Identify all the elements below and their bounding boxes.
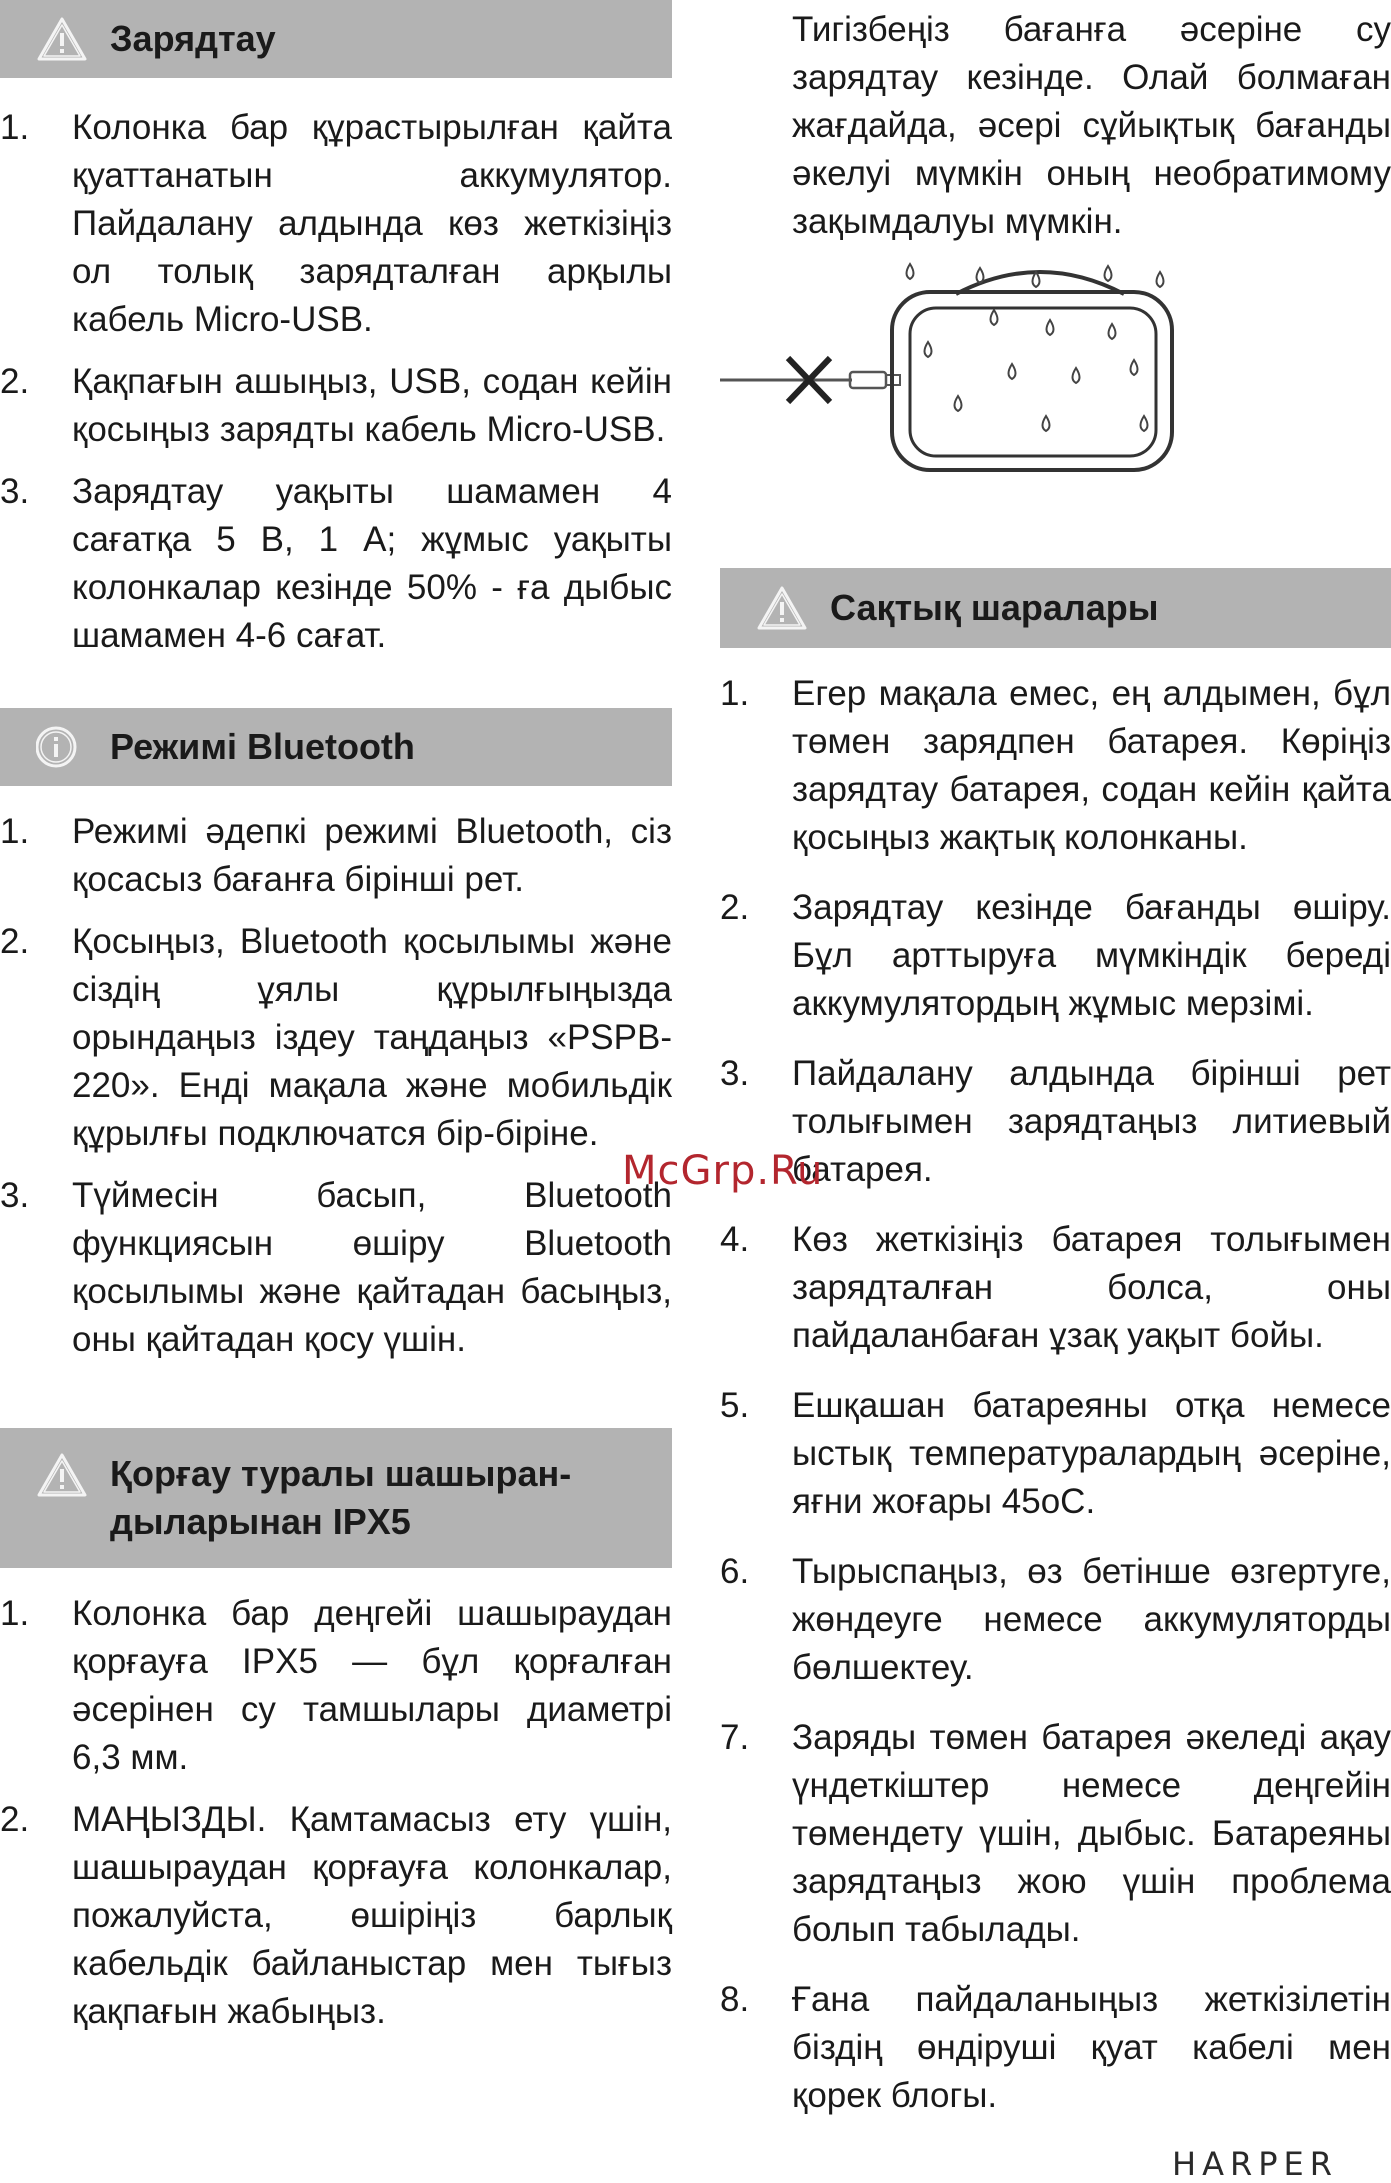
ipx5-list bbox=[0, 1590, 672, 2036]
bluetooth-header bbox=[0, 708, 672, 786]
list-item: 1. Режимі әдепкі режимі Bluetooth, сіз қосасыз бағанға бірінші рет. bbox=[0, 812, 672, 899]
list-item: 1. Колонка бар деңгейі шашыраудан қорғауға IPX5 — бұл қорғалған әсерінен су тамшылары диаметрі 6,3 мм. bbox=[0, 1594, 672, 1777]
list-item: 1. Егер мақала емес, ең алдымен, бұл төмен зарядпен батарея. Көріңіз зарядтау батарея, содан кейін қайта қосыңыз жақтық колонканы. bbox=[720, 674, 1391, 857]
speaker-water-drops-no-cable-icon bbox=[720, 254, 1391, 474]
list-item: 3. Зарядтау уақыты шамамен 4 сағатқа 5 В, 1 А; жұмыс уақыты колонкалар кезінде 50% - ға дыбыс шамамен 4-6 сағат. bbox=[0, 472, 672, 655]
list-item: 4. Көз жеткізіңіз батарея толығымен зарядталған болса, оны пайдаланбаған ұзақ уақыт бойы. bbox=[720, 1220, 1391, 1355]
charging-title: Зарядтау bbox=[110, 18, 276, 59]
safety-title: Сақтық шаралары bbox=[830, 587, 1159, 628]
warning-triangle-icon bbox=[36, 1452, 88, 1498]
list-item: 5. Ешқашан батареяны отқа немесе ыстық температуралардың әсеріне, яғни жоғары 45оС. bbox=[720, 1386, 1391, 1521]
list-item: 3. Пайдалану алдында бірінші рет толығымен зарядтаңыз литиевый батарея. bbox=[720, 1054, 1391, 1189]
right-column bbox=[720, 0, 1391, 2120]
list-item: 2. Зарядтау кезінде бағанды өшіру. Бұл арттыруға мүмкіндік береді аккумулятордың жұмыс мерзімі. bbox=[720, 888, 1391, 1023]
left-column bbox=[0, 0, 672, 2036]
ipx5-header bbox=[0, 1428, 672, 1568]
list-item: 2. Қақпағын ашыңыз, USB, содан кейін қосыңыз зарядты кабель Micro-USB. bbox=[0, 362, 672, 449]
continued-paragraph: Тигізбеңіз бағанға әсеріне су зарядтау кезінде. Олай болмаған жағдайда, әсері сұйықтық бағанды әкелуі мүмкін оның необратимому зақымдалуы мүмкін. bbox=[792, 10, 1391, 241]
safety-header bbox=[720, 568, 1391, 648]
ipx5-title: Қорғау туралы шашыран- дыларынан IPX5 bbox=[110, 1453, 572, 1542]
list-item: 3. Түймесін басып, Bluetooth функциясын өшіру Bluetooth қосылымы және қайтадан басыңыз, оны қайтадан қосу үшін. bbox=[0, 1176, 672, 1359]
list-item: 2. Қосыңыз, Bluetooth қосылымы және сіздің ұялы құрылғыңызда орындаңыз іздеу таңдаңыз «PSPB-220». Енді мақала және мобильдік құрылғы подключатся бір-біріне. bbox=[0, 922, 672, 1153]
list-item: 7. Заряды төмен батарея әкеледі ақау үндеткіштер немесе деңгейін төмендету үшін, дыбыс. Батареяны зарядтаңыз жою үшін проблема болып табылады. bbox=[720, 1718, 1391, 1949]
list-item: 8. Ғана пайдаланыңыз жеткізілетін біздің өндіруші қуат кабелі мен қорек блогы. bbox=[720, 1980, 1391, 2115]
list-item: 6. Тырыспаңыз, өз бетінше өзгертуге, жөндеуге немесе аккумуляторды бөлшектеу. bbox=[720, 1552, 1391, 1687]
charging-list bbox=[0, 104, 672, 660]
warning-triangle-icon bbox=[756, 585, 808, 631]
brand-logo: HARPER bbox=[1172, 2145, 1338, 2183]
safety-list bbox=[720, 670, 1391, 2120]
bluetooth-title: Режимі Bluetooth bbox=[110, 726, 415, 767]
bluetooth-list bbox=[0, 808, 672, 1364]
warning-triangle-icon bbox=[36, 16, 88, 62]
charging-header bbox=[0, 0, 672, 78]
info-circle-icon bbox=[36, 724, 88, 770]
watermark: McGrp.Ru bbox=[622, 1148, 824, 1194]
list-item: 2. МАҢЫЗДЫ. Қамтамасыз ету үшін, шашыраудан қорғауға колонкалар, пожалуйста, өшіріңіз барлық кабельдік байланыстар мен тығыз қақпағын жабыңыз. bbox=[0, 1800, 672, 2031]
list-item: 1. Колонка бар құрастырылған қайта қуаттанатын аккумулятор. Пайдалану алдында көз жеткізіңіз ол толық зарядталған арқылы кабель Micro-USB. bbox=[0, 108, 672, 339]
